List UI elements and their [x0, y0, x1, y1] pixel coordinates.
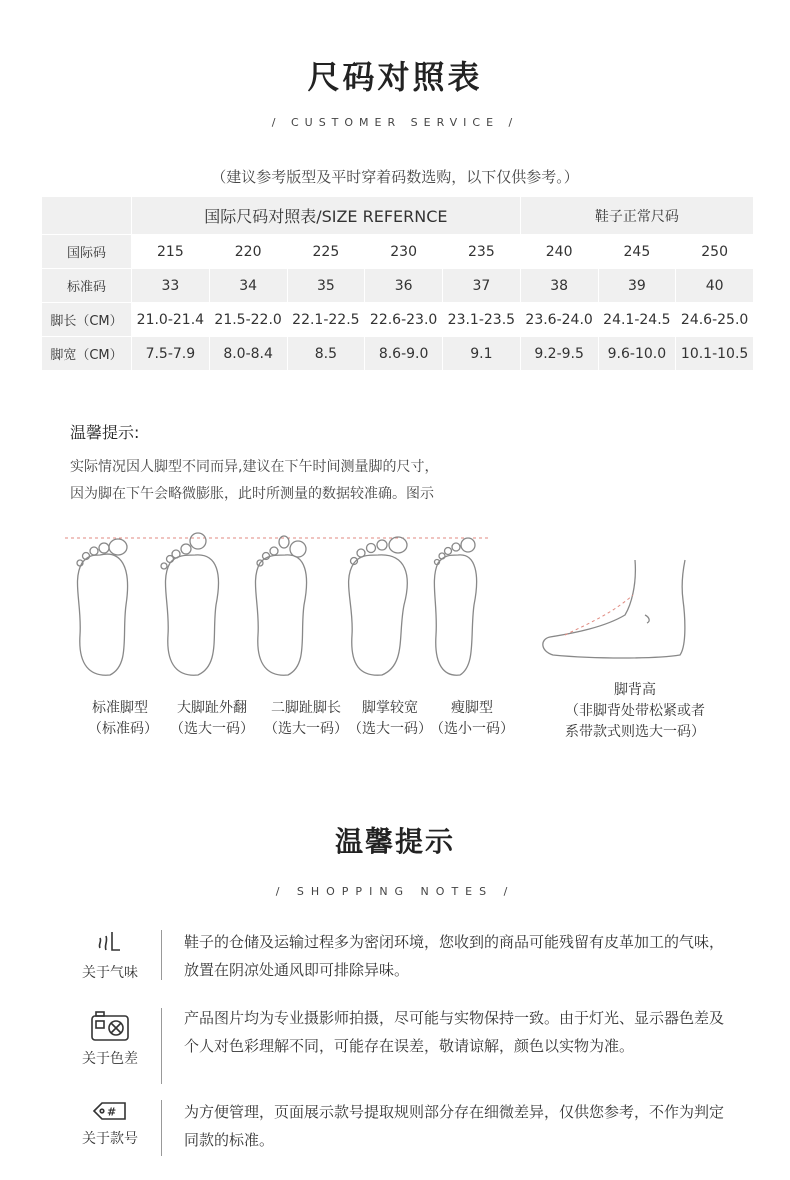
table-cell: 8.0-8.4 [209, 337, 287, 371]
size-table-title: 国际尺码对照表/SIZE REFERNCE [132, 197, 521, 235]
foot-type-narrow [428, 698, 516, 740]
note-text: 产品图片均为专业摄影师拍摄，尽可能与实物保持一致。由于灯光、显示器色差及个人对色彩理解不同，可能存在误差，敬请谅解，颜色以实物为准。 [184, 1009, 725, 1055]
divider [161, 930, 162, 980]
table-cell: 24.6-25.0 [676, 303, 754, 337]
table-cell: 230 [365, 235, 443, 269]
table-row [42, 303, 754, 337]
tip-text-line-1: 实际情况因人脚型不同而异,建议在下午时间测量脚的尺寸， [70, 459, 439, 475]
note-label: 关于色差 [82, 1051, 138, 1067]
table-cell: 38 [520, 269, 598, 303]
foot-type-advice: （非脚背处带松紧或者 [565, 703, 705, 719]
divider [161, 1100, 162, 1156]
table-cell: 37 [443, 269, 521, 303]
foot-type-advice: （标准码） [88, 721, 158, 737]
table-cell: 24.1-24.5 [598, 303, 676, 337]
note-item-color [70, 1002, 740, 1092]
table-cell: 235 [443, 235, 521, 269]
foot-type-standard [88, 698, 158, 740]
foot-type-name: 瘦脚型 [451, 700, 493, 716]
note-label: 关于气味 [82, 965, 138, 981]
foot-type-advice: （选大一码） [170, 721, 254, 737]
foot-type-name: 标准脚型 [92, 700, 148, 716]
foot-outline-bunion [161, 533, 218, 675]
foot-outline-wide [349, 537, 408, 675]
tip-text-line-2: 因为脚在下午会略微膨胀，此时所测量的数据较准确。图示 [70, 486, 434, 502]
table-cell: 225 [287, 235, 365, 269]
table-cell: 10.1-10.5 [676, 337, 754, 371]
table-cell: 9.1 [443, 337, 521, 371]
note-item-smell [70, 926, 740, 986]
foot-type-name: 脚背高 [614, 682, 656, 698]
note-text: 为方便管理，页面展示款号提取规则部分存在细微差异，仅供您参考，不作为判定同款的标准。 [184, 1103, 725, 1149]
table-cell: 7.5-7.9 [132, 337, 210, 371]
table-cell: 22.1-22.5 [287, 303, 365, 337]
row-label: 脚宽（CM） [42, 337, 132, 371]
table-cell: 215 [132, 235, 210, 269]
table-cell: 245 [598, 235, 676, 269]
note-icon-block [70, 1100, 150, 1148]
table-cell: 21.5-22.0 [209, 303, 287, 337]
note-icon-block [70, 1010, 150, 1068]
note-label: 关于款号 [82, 1131, 138, 1147]
foot-type-advice: 系带款式则选大一码） [565, 724, 705, 740]
foot-type-long-second-toe [262, 698, 350, 740]
row-label: 标准码 [42, 269, 132, 303]
svg-text:#: # [107, 1105, 117, 1119]
notes-subtitle: / SHOPPING NOTES / [275, 885, 515, 898]
size-advice-note: （建议参考版型及平时穿着码数选购，以下仅供参考。） [211, 168, 579, 186]
foot-type-wide [348, 698, 432, 740]
size-table-header [42, 197, 754, 235]
table-cell: 39 [598, 269, 676, 303]
table-cell: 8.6-9.0 [365, 337, 443, 371]
table-cell: 21.0-21.4 [132, 303, 210, 337]
foot-type-advice: （选小一码） [430, 721, 514, 737]
table-cell: 22.6-23.0 [365, 303, 443, 337]
note-icon-block [70, 928, 150, 982]
instep-illustration [535, 555, 695, 675]
table-row [42, 337, 754, 371]
foot-outline-long-second-toe [255, 536, 306, 675]
foot-type-advice: （选大一码） [264, 721, 348, 737]
table-row [42, 269, 754, 303]
row-label: 国际码 [42, 235, 132, 269]
table-cell: 9.6-10.0 [598, 337, 676, 371]
table-cell: 23.6-24.0 [520, 303, 598, 337]
notes-title: 温馨提示 [334, 825, 455, 858]
page-title: 尺码对照表 [307, 58, 483, 96]
note-item-style-number [70, 1096, 740, 1158]
table-cell: 34 [209, 269, 287, 303]
table-row [42, 235, 754, 269]
table-cell: 35 [287, 269, 365, 303]
note-text: 鞋子的仓储及运输过程多为密闭环境，您收到的商品可能残留有皮革加工的气味，放置在阴凉处通风即可排除异味。 [184, 933, 725, 979]
tip-heading: 温馨提示: [70, 423, 140, 442]
tag-icon [92, 1100, 128, 1122]
foot-type-bunion [166, 698, 258, 740]
foot-type-advice: （选大一码） [348, 721, 432, 737]
foot-type-name: 大脚趾外翻 [177, 700, 247, 716]
camera-icon [90, 1010, 130, 1042]
divider [161, 1008, 162, 1084]
table-cell: 9.2-9.5 [520, 337, 598, 371]
foot-type-high-instep [555, 680, 715, 743]
table-cell: 250 [676, 235, 754, 269]
table-cell: 220 [209, 235, 287, 269]
table-cell: 33 [132, 269, 210, 303]
size-table-side-title: 鞋子正常尺码 [520, 197, 753, 235]
foot-type-name: 脚掌较宽 [362, 700, 418, 716]
row-label: 脚长（CM） [42, 303, 132, 337]
table-cell: 36 [365, 269, 443, 303]
table-cell: 23.1-23.5 [443, 303, 521, 337]
table-cell: 40 [676, 269, 754, 303]
foot-outline-standard [77, 539, 128, 675]
table-cell: 8.5 [287, 337, 365, 371]
table-cell: 240 [520, 235, 598, 269]
size-table [41, 196, 754, 371]
foot-type-name: 二脚趾脚长 [271, 700, 341, 716]
smell-icon [92, 928, 128, 956]
page-subtitle: / CUSTOMER SERVICE / [271, 116, 519, 129]
foot-outline-narrow [434, 538, 476, 675]
foot-types-illustration [60, 525, 500, 685]
